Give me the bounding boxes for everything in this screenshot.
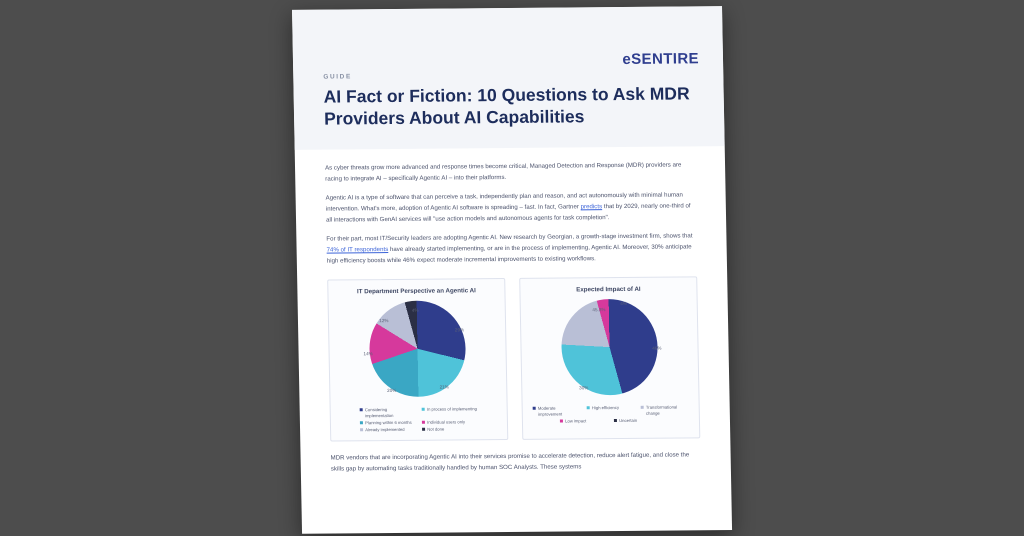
pie-slice-label: 4% (620, 301, 627, 307)
legend-label: Moderate improvement (537, 405, 563, 417)
chart-card-it-department (327, 278, 508, 442)
legend-item (614, 417, 662, 423)
pie-slice-label: 21% (439, 384, 449, 390)
legend-swatch-icon (422, 428, 425, 431)
legend-label: Uncertain (619, 417, 638, 423)
chart-title-2: Expected Impact of AI (576, 286, 641, 294)
pie-slice-label: 4% (411, 307, 419, 313)
pie-slice-label: 20% (387, 387, 397, 393)
legend-item (422, 406, 478, 417)
document-footer-body (300, 438, 731, 475)
pie-slice-label: 30% (579, 384, 589, 390)
brand-text: eSENTIRE (622, 50, 700, 68)
chart-title-1: IT Department Perspective an Agentic AI (356, 287, 476, 296)
legend-item (587, 405, 635, 416)
pie-chart-expected-impact (561, 299, 662, 396)
legend-label: High efficiency (591, 405, 620, 411)
pie-holder-2 (527, 297, 693, 402)
legend-label: Not done (427, 426, 445, 432)
charts-row (297, 272, 730, 442)
legend-label: Individual users only (427, 419, 466, 425)
legend-swatch-icon (360, 421, 363, 424)
legend-label: In process of implementing (426, 406, 477, 412)
pie-slice-label: 12% (379, 317, 389, 324)
pie-holder-1 (335, 298, 501, 403)
paragraph-1: As cyber threats grow more advanced and response times become critical, Managed Detection and Response (MDR) providers are racing to integrate AI – specifically Agentic AI – into their platforms. (324, 161, 682, 183)
document-header (292, 6, 725, 150)
legend-swatch-icon (360, 409, 363, 412)
document-eyebrow: GUIDE (323, 73, 352, 81)
pie-slice-label: 46% (652, 345, 662, 351)
legend-label: Planning within 6 months (365, 419, 412, 425)
legend-swatch-icon (360, 428, 363, 431)
legend-label: Low impact (565, 418, 587, 424)
legend-swatch-icon (422, 408, 425, 411)
legend-item (641, 405, 689, 416)
paragraph-2: Agentic AI is a type of software that can perceive a task, independently plan and reason, and act autonomously with minimal human intervention. What's more, adoption of Agentic AI software is spreading – fast. In fact, Gartner predicts that by 2029, nearly one-third of all interactions with GenAI services will "use action models and autonomous agents for task completion". (325, 191, 691, 224)
paragraph-3: For their part, most IT/Security leaders are adopting Agentic AI. New research by Georgian, a growth-stage investment firm, shows that 74% of IT respondents have already started implementing, or are in the process of implementing, Agentic AI. Moreover, 30% anticipate high efficiency boosts while 46% expect moderate incremental improvements to existing workflows. (326, 232, 693, 265)
legend-swatch-icon (587, 407, 590, 410)
legend-label: Considering implementation (364, 407, 394, 418)
esentire-logo (622, 50, 699, 68)
document-page (292, 6, 732, 534)
chart-legend-1 (337, 402, 502, 432)
inline-link[interactable]: predicts (580, 203, 603, 211)
legend-swatch-icon (422, 420, 425, 423)
legend-swatch-icon (560, 419, 563, 422)
pie-slice-label: 14% (363, 351, 373, 357)
legend-swatch-icon (614, 419, 617, 422)
pie-slice-label: 45.3% (592, 306, 606, 312)
pie-slice-label: 29% (454, 327, 465, 333)
document-body (295, 146, 727, 267)
legend-item (360, 420, 416, 426)
footer-paragraph: MDR vendors that are incorporating Agentic AI into their services promise to accelerate detection, reduce alert fatigue, and close the skills gap by automating tasks traditionally handled by human SOC Analysts. These systems (330, 451, 690, 473)
legend-item (422, 426, 478, 432)
chart-card-expected-impact (519, 277, 700, 441)
legend-item (533, 406, 581, 417)
legend-label: Transformational change (645, 404, 678, 416)
inline-link[interactable]: 74% of IT respondents (326, 245, 389, 254)
legend-swatch-icon (641, 406, 644, 409)
document-page-wrapper (292, 6, 732, 536)
page-title: AI Fact or Fiction: 10 Questions to Ask MDR Providers About AI Capabilities (323, 83, 690, 129)
legend-label: Already implemented (365, 426, 405, 433)
legend-swatch-icon (533, 407, 536, 410)
legend-item (360, 427, 416, 433)
legend-item (360, 407, 416, 418)
legend-item (422, 419, 478, 425)
pie-chart-it-department (369, 301, 467, 398)
chart-legend-2 (529, 401, 693, 424)
legend-item (560, 418, 608, 424)
